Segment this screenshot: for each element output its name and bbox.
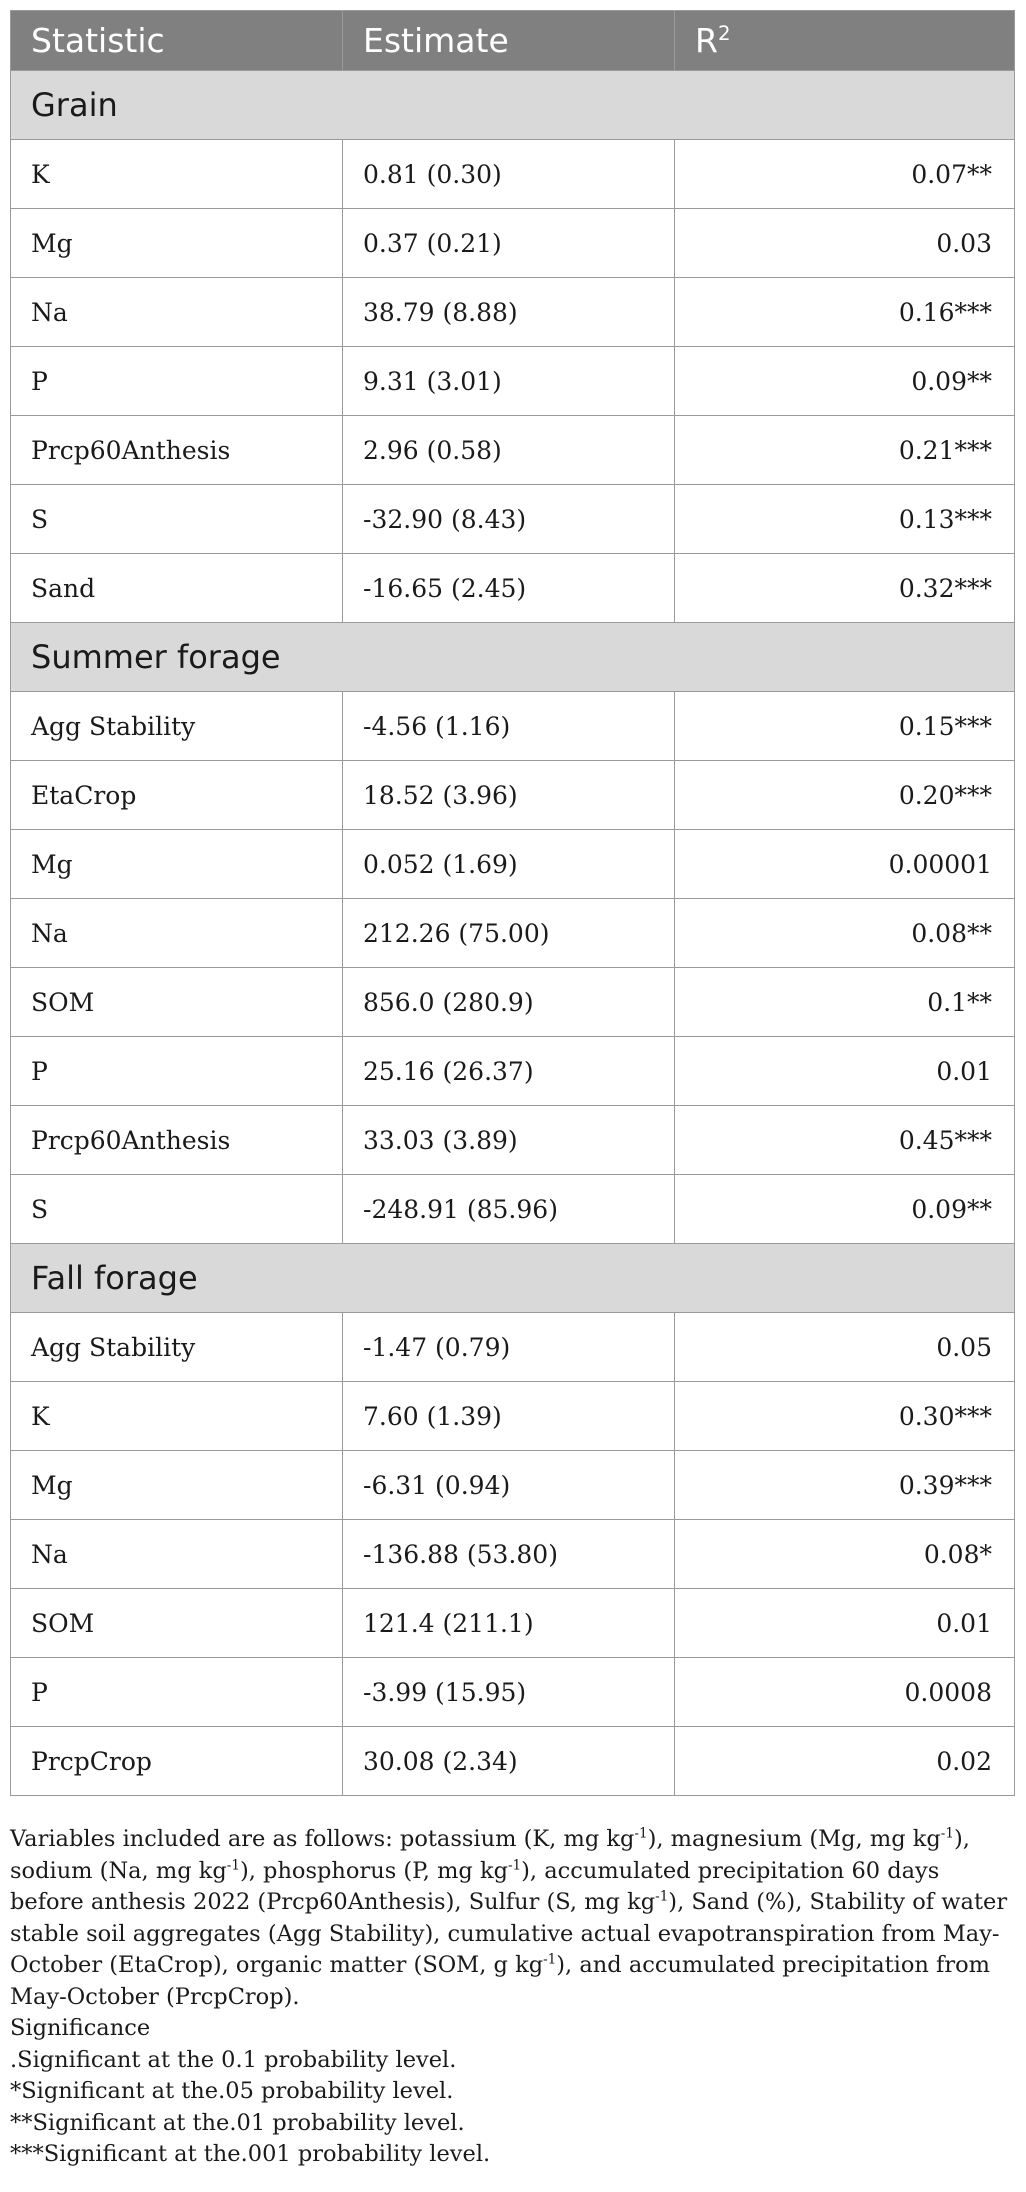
cell-r2: 0.20*** xyxy=(675,761,1015,830)
footnote-text: Variables included are as follows: potassium (K, mg kg xyxy=(10,1826,635,1852)
unit-superscript: -1 xyxy=(226,1857,240,1873)
cell-estimate: 18.52 (3.96) xyxy=(343,761,675,830)
cell-statistic: SOM xyxy=(11,1589,343,1658)
significance-line: ***Significant at the.001 probability level. xyxy=(10,2141,491,2167)
footnote-text: ), and accumulated precipitation from May-October (PrcpCrop). xyxy=(10,1952,990,2010)
unit-superscript: -1 xyxy=(543,1951,557,1968)
cell-estimate: 0.37 (0.21) xyxy=(343,209,675,278)
cell-r2: 0.01 xyxy=(675,1037,1015,1106)
significance-notes xyxy=(10,2045,1014,2171)
table-row xyxy=(11,1106,1015,1175)
table-row xyxy=(11,830,1015,899)
table-row xyxy=(11,1451,1015,1520)
cell-r2: 0.45*** xyxy=(675,1106,1015,1175)
cell-statistic: Sand xyxy=(11,554,343,623)
footnote-text: ), accumulated precipitation 60 days before anthesis 2022 (Prcp60Anthesis), Sulfur (S, mg kg xyxy=(10,1857,940,1915)
cell-estimate: -32.90 (8.43) xyxy=(343,485,675,554)
cell-estimate: 38.79 (8.88) xyxy=(343,278,675,347)
cell-r2: 0.07** xyxy=(675,140,1015,209)
table-row xyxy=(11,347,1015,416)
cell-r2: 0.0008 xyxy=(675,1658,1015,1727)
cell-statistic: Mg xyxy=(11,830,343,899)
table-row xyxy=(11,554,1015,623)
significance-line: .Significant at the 0.1 probability level. xyxy=(10,2046,457,2073)
table-row xyxy=(11,1175,1015,1244)
cell-estimate: 9.31 (3.01) xyxy=(343,347,675,416)
table-body xyxy=(11,71,1015,1796)
header-r2-base: R xyxy=(695,21,718,60)
table-row xyxy=(11,1658,1015,1727)
table-header-row xyxy=(11,11,1015,71)
cell-r2: 0.30*** xyxy=(675,1382,1015,1451)
table-row xyxy=(11,209,1015,278)
cell-estimate: 33.03 (3.89) xyxy=(343,1106,675,1175)
table-row xyxy=(11,968,1015,1037)
cell-r2: 0.08** xyxy=(675,899,1015,968)
section-title: Summer forage xyxy=(11,623,1015,692)
cell-estimate: -3.99 (15.95) xyxy=(343,1658,675,1727)
cell-estimate: -4.56 (1.16) xyxy=(343,692,675,761)
cell-estimate: 30.08 (2.34) xyxy=(343,1727,675,1796)
cell-estimate: 856.0 (280.9) xyxy=(343,968,675,1037)
unit-superscript: -1 xyxy=(940,1825,954,1842)
cell-estimate: -1.47 (0.79) xyxy=(343,1313,675,1382)
cell-r2: 0.21*** xyxy=(675,416,1015,485)
footnote-text: ), Sand (%), Stability of water stable soil aggregates (Agg Stability), cumulative actual evapotranspiration from May-October (EtaCrop), organic matter (SOM, g kg xyxy=(10,1889,1008,1978)
cell-r2: 0.09** xyxy=(675,347,1015,416)
table-row xyxy=(11,1727,1015,1796)
cell-estimate: 0.81 (0.30) xyxy=(343,140,675,209)
section-row xyxy=(11,71,1015,140)
significance-title: Significance xyxy=(10,2015,151,2041)
cell-estimate: -248.91 (85.96) xyxy=(343,1175,675,1244)
cell-r2: 0.01 xyxy=(675,1589,1015,1658)
table-row xyxy=(11,692,1015,761)
cell-estimate: 7.60 (1.39) xyxy=(343,1382,675,1451)
cell-r2: 0.05 xyxy=(675,1313,1015,1382)
cell-statistic: Mg xyxy=(11,1451,343,1520)
header-estimate: Estimate xyxy=(343,11,675,71)
table-row xyxy=(11,1313,1015,1382)
table-row xyxy=(11,485,1015,554)
significance-line: **Significant at the.01 probability level. xyxy=(10,2109,465,2136)
cell-statistic: PrcpCrop xyxy=(11,1727,343,1796)
cell-r2: 0.39*** xyxy=(675,1451,1015,1520)
cell-statistic: Na xyxy=(11,278,343,347)
significance-line: *Significant at the.05 probability level. xyxy=(10,2078,454,2104)
cell-r2: 0.03 xyxy=(675,209,1015,278)
table-row xyxy=(11,761,1015,830)
header-r2 xyxy=(675,11,1015,71)
cell-estimate: 25.16 (26.37) xyxy=(343,1037,675,1106)
table-row xyxy=(11,1037,1015,1106)
cell-estimate: 212.26 (75.00) xyxy=(343,899,675,968)
cell-r2: 0.1** xyxy=(675,968,1015,1037)
cell-statistic: Agg Stability xyxy=(11,1313,343,1382)
header-r2-superscript: 2 xyxy=(717,22,731,45)
cell-statistic: P xyxy=(11,347,343,416)
cell-estimate: 121.4 (211.1) xyxy=(343,1589,675,1658)
cell-r2: 0.15*** xyxy=(675,692,1015,761)
cell-estimate: -136.88 (53.80) xyxy=(343,1520,675,1589)
table-row xyxy=(11,1589,1015,1658)
cell-statistic: P xyxy=(11,1658,343,1727)
cell-statistic: K xyxy=(11,140,343,209)
footnotes xyxy=(10,1824,1014,2171)
cell-estimate: -6.31 (0.94) xyxy=(343,1451,675,1520)
cell-statistic: Agg Stability xyxy=(11,692,343,761)
table-row xyxy=(11,140,1015,209)
cell-statistic: EtaCrop xyxy=(11,761,343,830)
cell-statistic: Mg xyxy=(11,209,343,278)
regression-table xyxy=(10,10,1015,1796)
cell-r2: 0.16*** xyxy=(675,278,1015,347)
cell-statistic: K xyxy=(11,1382,343,1451)
footnote-text: ), phosphorus (P, mg kg xyxy=(239,1857,508,1884)
footnote-text: ), sodium (Na, mg kg xyxy=(10,1826,970,1884)
section-row xyxy=(11,1244,1015,1313)
section-title: Grain xyxy=(11,71,1015,140)
cell-estimate: 2.96 (0.58) xyxy=(343,416,675,485)
unit-superscript: -1 xyxy=(508,1857,522,1873)
table-row xyxy=(11,416,1015,485)
cell-estimate: 0.052 (1.69) xyxy=(343,830,675,899)
table-row xyxy=(11,1382,1015,1451)
table-row xyxy=(11,899,1015,968)
section-title: Fall forage xyxy=(11,1244,1015,1313)
unit-superscript: -1 xyxy=(655,1888,669,1905)
cell-statistic: S xyxy=(11,485,343,554)
unit-superscript: -1 xyxy=(634,1825,648,1842)
table-row xyxy=(11,278,1015,347)
cell-r2: 0.13*** xyxy=(675,485,1015,554)
cell-statistic: Na xyxy=(11,1520,343,1589)
section-row xyxy=(11,623,1015,692)
cell-estimate: -16.65 (2.45) xyxy=(343,554,675,623)
cell-statistic: SOM xyxy=(11,968,343,1037)
cell-r2: 0.08* xyxy=(675,1520,1015,1589)
cell-r2: 0.00001 xyxy=(675,830,1015,899)
cell-r2: 0.02 xyxy=(675,1727,1015,1796)
table-row xyxy=(11,1520,1015,1589)
variables-footnote xyxy=(10,1824,1014,2013)
cell-r2: 0.32*** xyxy=(675,554,1015,623)
cell-statistic: Prcp60Anthesis xyxy=(11,1106,343,1175)
cell-statistic: Na xyxy=(11,899,343,968)
cell-statistic: Prcp60Anthesis xyxy=(11,416,343,485)
cell-r2: 0.09** xyxy=(675,1175,1015,1244)
cell-statistic: P xyxy=(11,1037,343,1106)
footnote-text: ), magnesium (Mg, mg kg xyxy=(647,1826,941,1852)
header-statistic: Statistic xyxy=(11,11,343,71)
cell-statistic: S xyxy=(11,1175,343,1244)
